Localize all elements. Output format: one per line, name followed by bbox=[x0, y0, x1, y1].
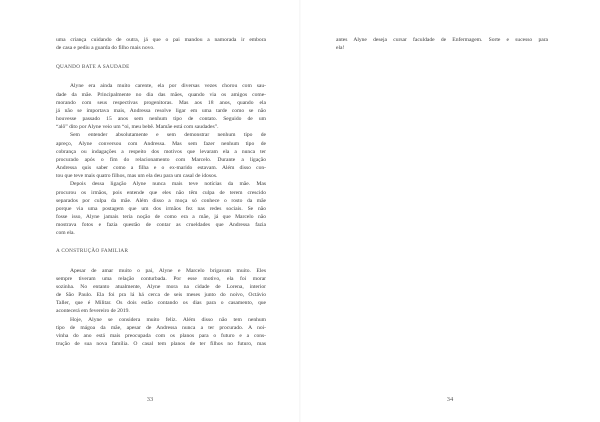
section-heading-construcao: A CONSTRUÇÃO FAMILIAR bbox=[56, 248, 129, 255]
text-line: com ela. bbox=[56, 230, 75, 237]
paragraph-3 bbox=[56, 180, 266, 237]
paragraph-2 bbox=[56, 131, 266, 180]
text-line: tipo de mágoa da mãe, apesar de Andressa nunca a ter procurado. A noi- bbox=[56, 324, 266, 331]
text-line: ela! bbox=[336, 45, 345, 52]
text-line: já não se importava mais, Andressa resolve ligar em uma tarde como se não bbox=[56, 107, 266, 114]
text-line: Depois dessa ligação Alyne nunca mais teve notícias da mãe. Mas bbox=[70, 181, 266, 188]
text-line: trução de sua nova família. O casal tem planos de ter filhos no futuro, mas bbox=[56, 341, 266, 347]
text-line: Alyne era ainda muito carente, ela por diversas vezes chorou com sau- bbox=[70, 83, 266, 90]
text-line: antes Alyne deseja cursar faculdade de Enfermagem. Sorte e sucesso para bbox=[336, 37, 548, 43]
text-line: Andressa quis saber como a filha e o ex-marido estavam. Além disso con- bbox=[56, 165, 266, 172]
text-line: procurado após o fim do relacionamento com Marcelo. Durante a ligação bbox=[56, 156, 266, 163]
text-line: de casa e pediu a guarda do filho mais novo. bbox=[56, 45, 155, 52]
closing-paragraph bbox=[336, 36, 548, 52]
text-line: Hoje, Alyne se considera muito feliz. Além disso não tem nenhum bbox=[70, 316, 266, 323]
text-line: vinha do ano está mais preocupada com os planos para o futuro e a cons- bbox=[56, 332, 266, 339]
text-line: apreço, Alyne conversou com Andressa. Mas sem fazer nenhum tipo de bbox=[56, 140, 266, 147]
text-line: uma criança cuidando de outra, já que o pai mandou a namorada ir embora bbox=[56, 37, 266, 43]
text-line: mostrava fotos e fazia questão de contar as crueldades que Andressa fazia bbox=[56, 222, 266, 229]
paragraph-4 bbox=[56, 267, 266, 316]
text-line: Taller, que é Militar. Os dois estão contando os dias para o casamento, que bbox=[56, 300, 266, 307]
text-line: morando com seus respectivas progenitoras. Mas aos 18 anos, quando ela bbox=[56, 99, 266, 106]
text-line: porque via uma postagem que um dos irmãos fez nas redes sociais. Se não bbox=[56, 205, 266, 212]
text-line: Sem entender absolutamente e sem demonstrar nenhum tipo de bbox=[70, 132, 266, 139]
page-number-right: 34 bbox=[446, 396, 454, 403]
text-line: sempre tiveram uma relação conturbada. Por esse motivo, ela foi morar bbox=[56, 275, 266, 282]
section-heading-saudade: QUANDO BATE A SAUDADE bbox=[56, 64, 130, 71]
left-text-block bbox=[56, 36, 266, 348]
paragraph-5 bbox=[56, 316, 266, 349]
text-line: houvesse passado 15 anos sem nenhum tipo de contato. Seguido de um bbox=[56, 116, 266, 123]
text-line: acontecerá em fevereiro de 2019. bbox=[56, 308, 130, 315]
opening-paragraph bbox=[56, 36, 266, 52]
right-page bbox=[300, 0, 600, 422]
text-line: de São Paulo. Ela foi pra lá há cerca de seis meses junto do noivo, Octávio bbox=[56, 292, 266, 299]
text-line: sozinha. No entanto atualmente, Alyne mora na cidade de Lorena, interior bbox=[56, 283, 266, 290]
paragraph-1 bbox=[56, 82, 266, 131]
text-line: separados por culpa da mãe. Além disso a moça só conhece o rosto da mãe bbox=[56, 197, 266, 204]
text-line: Apesar de amar muito o pai, Alyne e Marcelo brigavam muito. Eles bbox=[70, 267, 266, 274]
text-line: dade da mãe. Principalmente no dia das mães, quando via os amigos come- bbox=[56, 91, 266, 98]
text-line: fosse isso, Alyne jamais teria noção de como era a mãe, já que Marcelo não bbox=[56, 213, 266, 220]
text-line: tou que teve mais quatro filhos, mas um ela deu para um casal de idosos. bbox=[56, 173, 218, 180]
right-text-block bbox=[336, 36, 548, 52]
text-line: cobrança ou indagações a respeito dos motivos que levaram ela a nunca ter bbox=[56, 148, 266, 155]
page-number-left: 33 bbox=[146, 396, 154, 403]
text-line: “alô” dito por Alyne veio um “oi, meu bebê. Mamãe está com saudades”. bbox=[56, 124, 219, 131]
text-line: procurou os irmãos, pois entende que eles não têm culpa de terem crescido bbox=[56, 189, 266, 196]
